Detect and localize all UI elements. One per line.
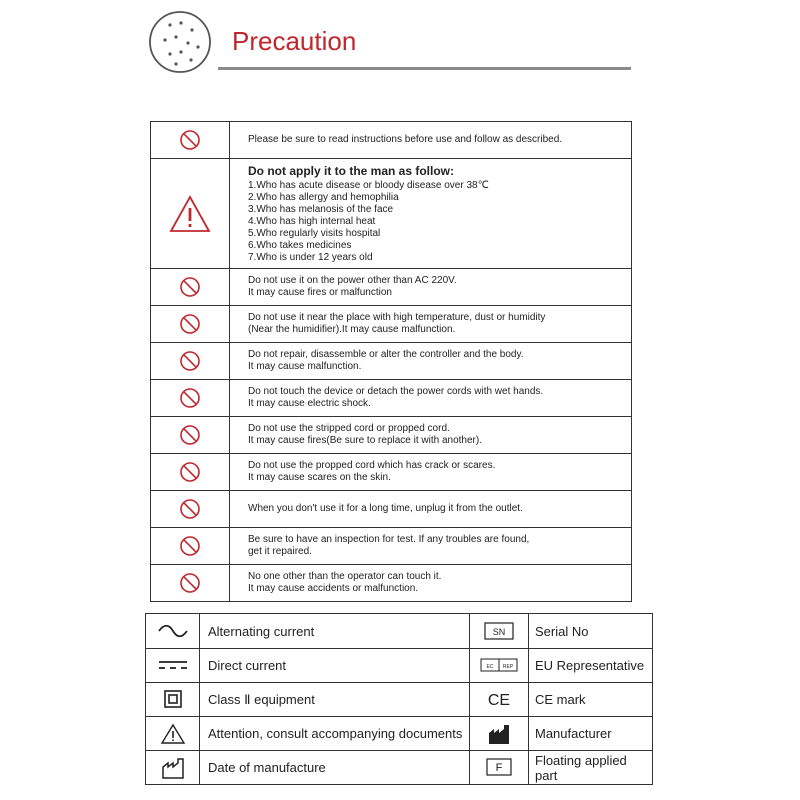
symbol-row [146,717,653,751]
prohibition-icon [179,498,201,520]
symbol-label: EU Representative [529,649,653,683]
symbol-label: Attention, consult accompanying documents [200,717,470,751]
precaution-row [151,565,632,602]
precaution-text: It may cause fires or malfunction [248,287,392,298]
precaution-text: Do not use it near the place with high temperature, dust or humidity [248,312,546,323]
symbol-row [146,683,653,717]
precaution-row [151,269,632,306]
symbol-label: Serial No [529,614,653,649]
warning-list-item: 2.Who has allergy and hemophilia [248,191,399,203]
warning-triangle-icon [168,194,212,234]
symbol-label: Alternating current [200,614,470,649]
precaution-row [151,491,632,528]
precaution-row [151,306,632,343]
precaution-row [151,528,632,565]
floating-applied-part-icon-text: F [495,762,503,775]
eu-representative-icon [480,658,518,672]
direct-current-icon [157,659,189,671]
precaution-text: Do not touch the device or detach the power cords with wet hands. [248,386,544,397]
eu-rep-icon-text: REP [502,664,514,671]
prohibition-icon [179,129,201,151]
precaution-row [151,380,632,417]
precaution-text: It may cause malfunction. [248,361,362,372]
eu-rep-icon-text: EC [486,664,494,671]
symbol-label: Date of manufacture [200,751,470,785]
precaution-text: Be sure to have an inspection for test. If any troubles are found, [248,534,530,545]
warning-heading: Do not apply it to the man as follow: [248,163,454,178]
page-header [0,0,800,80]
prohibition-icon [179,572,201,594]
serial-number-icon [484,622,514,640]
manufacturer-icon [487,723,511,745]
precaution-row [151,454,632,491]
prohibition-icon [179,424,201,446]
precaution-text: (Near the humidifier).It may cause malfunction. [248,324,456,335]
prohibition-icon [179,387,201,409]
warning-list-item: 6.Who takes medicines [248,239,352,251]
symbol-label: Manufacturer [529,717,653,751]
warning-list-item: 7.Who is under 12 years old [248,251,373,263]
precaution-text: When you don't use it for a long time, unplug it from the outlet. [248,503,523,514]
symbol-row [146,614,653,649]
ce-mark-icon [486,690,512,708]
prohibition-icon [179,276,201,298]
symbol-row [146,649,653,683]
precaution-row [151,122,632,159]
prohibition-icon [179,461,201,483]
prohibition-icon [179,350,201,372]
warning-list-item: 3.Who has melanosis of the face [248,203,394,215]
precaution-text: It may cause fires(Be sure to replace it with another). [248,435,482,446]
ce-mark-icon-text: CE [487,692,511,709]
page-title: Precaution [232,26,357,56]
symbol-label: CE mark [529,683,653,717]
precaution-text: Do not repair, disassemble or alter the controller and the body. [248,349,524,360]
precaution-table [150,121,632,602]
symbol-row [146,751,653,785]
warning-list-item: 5.Who regularly visits hospital [248,227,381,239]
class-ii-equipment-icon [164,690,182,708]
precaution-text: It may cause electric shock. [248,398,371,409]
precaution-text: Do not use the stripped cord or propped cord. [248,423,450,434]
precaution-text: It may cause accidents or malfunction. [248,583,419,594]
precaution-row [151,417,632,454]
precaution-text: get it repaired. [248,546,312,557]
symbol-label: Floating applied part [529,751,653,785]
alternating-current-icon [157,624,189,638]
warning-list-item: 1.Who has acute disease or bloody disease over 38℃ [248,179,489,191]
symbol-legend-table [145,613,653,785]
prohibition-icon [179,313,201,335]
title-underline [218,67,631,70]
serial-number-icon-text: SN [492,626,506,637]
date-of-manufacture-icon [161,757,185,779]
dotted-circle-logo-icon [148,10,212,74]
precaution-row [151,159,632,269]
prohibition-icon [179,535,201,557]
precaution-text: No one other than the operator can touch it. [248,571,442,582]
symbol-label: Direct current [200,649,470,683]
precaution-text: Do not use the propped cord which has crack or scares. [248,460,496,471]
floating-applied-part-icon [486,758,512,776]
attention-icon [160,723,186,745]
precaution-text: Please be sure to read instructions before use and follow as described. [248,134,563,145]
precaution-row [151,343,632,380]
warning-list-item: 4.Who has high internal heat [248,215,376,227]
precaution-text: Do not use it on the power other than AC 220V. [248,275,457,286]
symbol-label: Class Ⅱ equipment [200,683,470,717]
precaution-text: It may cause scares on the skin. [248,472,391,483]
